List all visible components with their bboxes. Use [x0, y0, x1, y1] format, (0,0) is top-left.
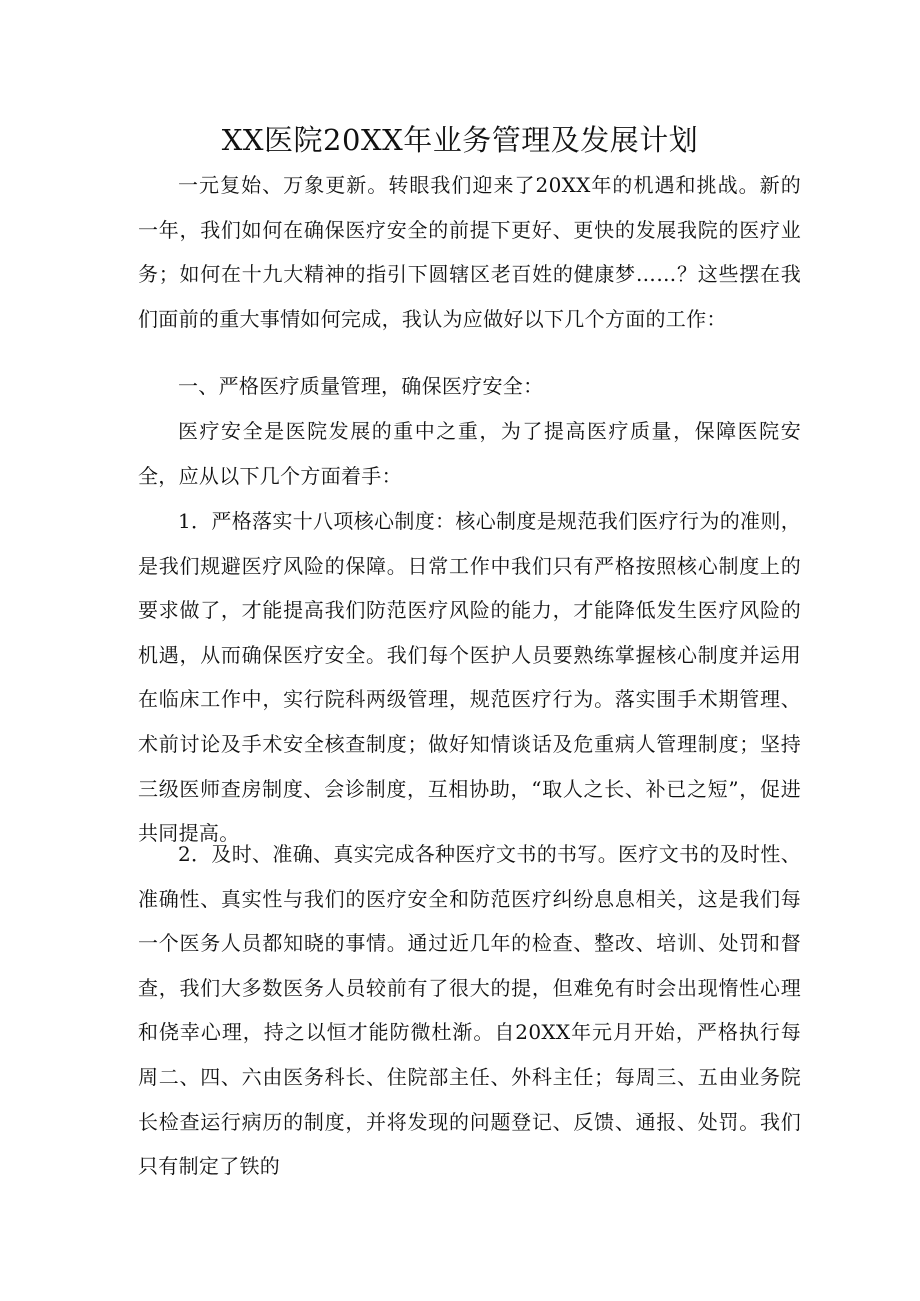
document-title: XX医院20XX年业务管理及发展计划 [221, 123, 699, 157]
paragraph-item-1: 1．严格落实十八项核心制度：核心制度是规范我们医疗行为的准则，是我们规避医疗风险的保障。日常工作中我们只有严格按照核心制度上的要求做了，才能提高我们防范医疗风险的能力，才能降低发生医疗风险的机遇，从而确保医疗安全。我们每个医护人员要熟练掌握核心制度并运用在临床工作中，实行院科两级管理，规范医疗行为。落实围手术期管理、术前讨论及手术安全核查制度；做好知情谈话及危重病人管理制度；坚持三级医师查房制度、会诊制度，互相协助，“取人之长、补已之短”，促进共同提高。 [138, 509, 801, 846]
paragraph-safety: 医疗安全是医院发展的重中之重，为了提高医疗质量，保障医院安全，应从以下几个方面着手： [138, 419, 801, 488]
paragraph-intro: 一元复始、万象更新。转眼我们迎来了20XX年的机遇和挑战。新的一年，我们如何在确保医疗安全的前提下更好、更快的发展我院的医疗业务；如何在十九大精神的指引下圆辖区老百姓的健康梦……？这些摆在我们面前的重大事情如何完成，我认为应做好以下几个方面的工作： [138, 173, 801, 331]
section-heading-1: 一、严格医疗质量管理，确保医疗安全： [178, 374, 544, 398]
paragraph-item-2: 2．及时、准确、真实完成各种医疗文书的书写。医疗文书的及时性、准确性、真实性与我们的医疗安全和防范医疗纠纷息息相关，这是我们每一个医务人员都知晓的事情。通过近几年的检查、整改、培训、处罚和督查，我们大多数医务人员较前有了很大的提，但难免有时会出现惰性心理和侥幸心理，持之以恒才能防微杜渐。自20XX年元月开始，严格执行每周二、四、六由医务科长、住院部主任、外科主任；每周三、五由业务院长检查运行病历的制度，并将发现的问题登记、反馈、通报、处罚。我们只有制定了铁的 [138, 842, 801, 1179]
